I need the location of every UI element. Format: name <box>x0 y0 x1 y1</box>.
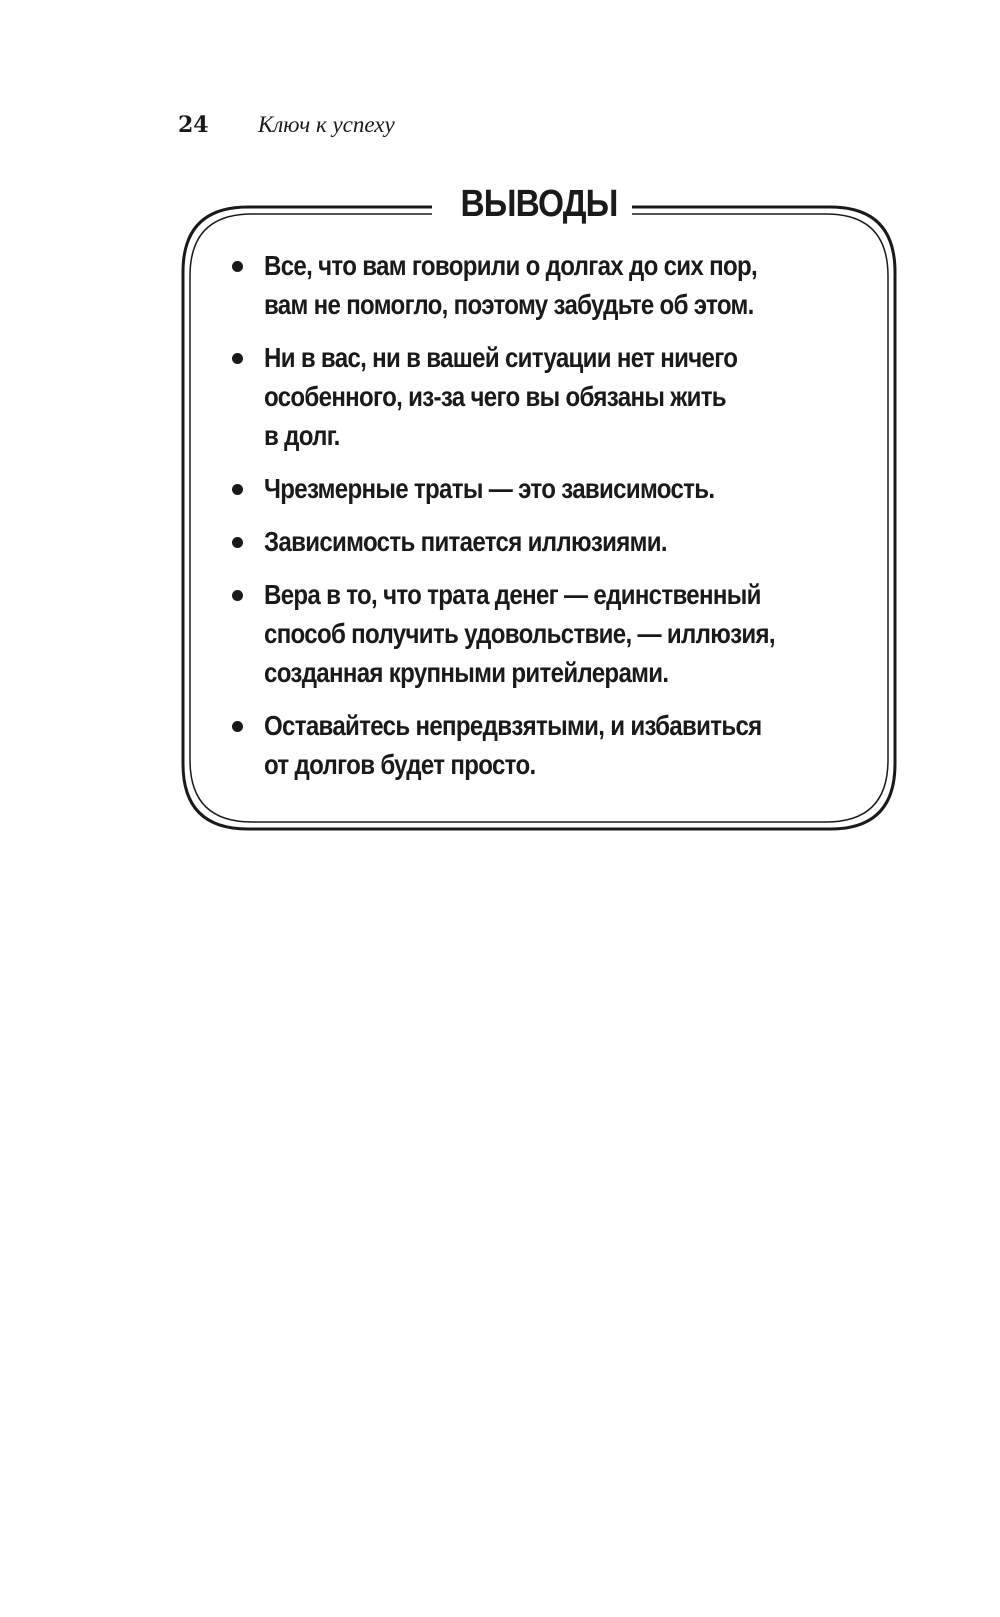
list-item-text <box>264 522 892 561</box>
running-head <box>178 112 395 142</box>
summary-list <box>230 246 860 798</box>
list-item-line: способ получить удовольствие, — иллюзия, <box>264 618 775 649</box>
list-item-line: в долг. <box>264 420 340 451</box>
bullet-icon <box>232 537 243 548</box>
page-number: 24 <box>178 112 209 138</box>
list-item-line: Ни в вас, ни в вашей ситуации нет ничего <box>264 342 738 373</box>
list-item-line: Чрезмерные траты — это зависимость. <box>264 473 715 504</box>
list-item <box>230 522 860 561</box>
running-title: Ключ к успеху <box>258 112 395 137</box>
bullet-icon <box>232 484 243 495</box>
bullet-icon <box>232 590 243 601</box>
list-item-line: особенного, из-за чего вы обязаны жить <box>264 381 726 412</box>
list-item-line: вам не помогло, поэтому забудьте об этом. <box>264 289 754 320</box>
bullet-icon <box>232 353 243 364</box>
list-item-text <box>264 338 892 455</box>
list-item-text <box>264 706 892 784</box>
list-item-text <box>264 575 892 692</box>
list-item-line: Зависимость питается иллюзиями. <box>264 526 667 557</box>
list-item-line: Вера в то, что трата денег — единственный <box>264 579 761 610</box>
list-item-line: созданная крупными ритейлерами. <box>264 657 669 688</box>
bullet-icon <box>232 261 243 272</box>
list-item <box>230 469 860 508</box>
list-item <box>230 338 860 455</box>
list-item-line: Все, что вам говорили о долгах до сих пор, <box>264 250 758 281</box>
list-item-text <box>264 246 892 324</box>
list-item-line: Оставайтесь непредвзятыми, и избавиться <box>264 710 762 741</box>
summary-box <box>180 183 898 832</box>
list-item <box>230 706 860 784</box>
list-item-line: от долгов будет просто. <box>264 749 536 780</box>
bullet-icon <box>232 721 243 732</box>
list-item <box>230 575 860 692</box>
list-item <box>230 246 860 324</box>
summary-box-title: ВЫВОДЫ <box>460 183 618 225</box>
list-item-text <box>264 469 892 508</box>
